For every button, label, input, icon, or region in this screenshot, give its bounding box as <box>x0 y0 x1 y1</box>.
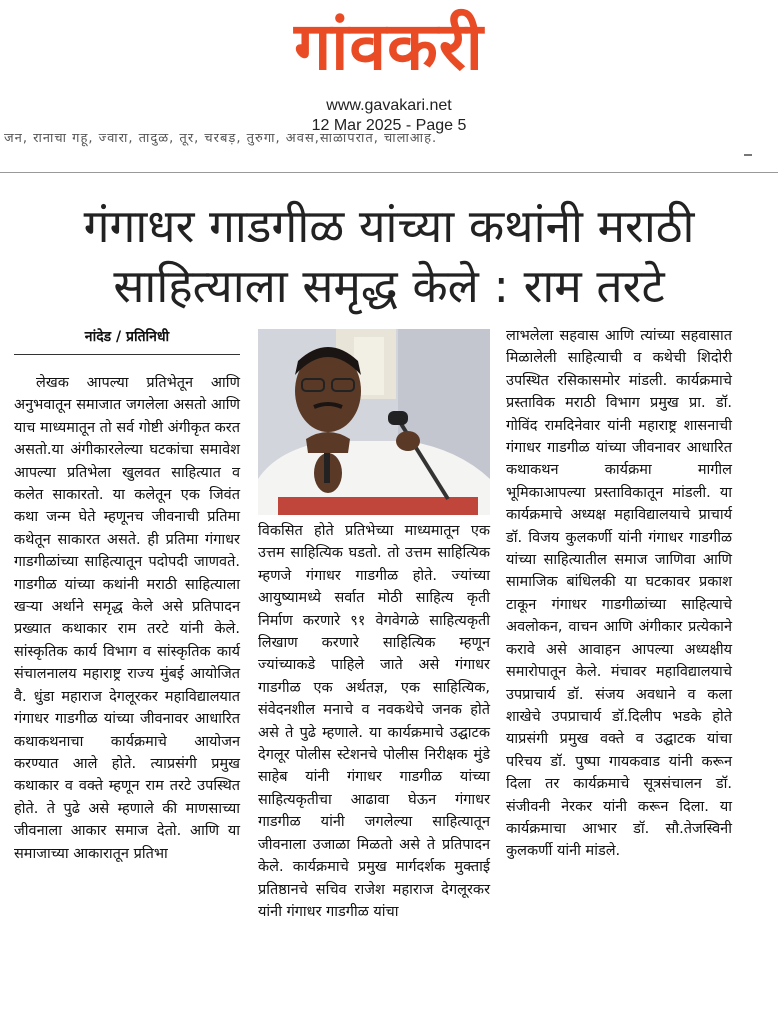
cut-off-text: जन, रानाचा गहू, ज्वारा, तादुळ, तूर, चरबड़, तुरुगा, अवस,साळापरात, चालाआह. <box>4 134 438 146</box>
speaker-photo <box>258 329 490 515</box>
article-column-1: लेखक आपल्या प्रतिभेतून आणि अनुभवातून समाजात जगलेला असतो आणि याच माध्यमातून तो सर्व गोष्टी अंगीकृत करत असतो.या अंगीकारलेल्या घटकांचा समावेश आपल्या प्रतिभेला खुलवत साहित्यात व कलेत साकारतो. या कलेतून एक जिवंत कथा जन्म घेते म्हणूनच जीवनाची प्रतिमा कथेतून साकारत असते. ही प्रतिमा गंगाधर गाडगीळांच्या साहित्यातून पदोपदी जाणवते. गाडगीळ यांच्या कथांनी मराठी साहित्याला खऱ्या अर्थाने समृद्ध केले असे प्रतिपादन प्रख्यात कथाकार राम तरटे यांनी केले. सांस्कृतिक कार्य विभाग व सांस्कृतिक कार्य संचालनालय महाराष्ट्र राज्य मुंबई आयोजित वै. धुंडा महाराज देगलूरकर महाविद्यालयात गंगाधर गाडगीळ यांच्या जीवनावर आधारित कथाकथनाचा कार्यक्रमाचे आयोजन करण्यात आले होते. त्याप्रसंगी प्रमुख कथाकार व वक्ते म्हणून राम तरटे उपस्थित होते. ते पुढे असे म्हणाले की माणसाच्या जीवनाला आकार समाज देतो. आणि या समाजाच्या आकारातून प्रतिभा <box>14 375 240 862</box>
byline: नांदेड / प्रतिनिधी <box>84 329 170 345</box>
divider-rule <box>0 172 778 173</box>
newspaper-logo: गांवकरी <box>294 8 484 85</box>
headline-line-1: गंगाधर गाडगीळ यांच्या कथांनी मराठी <box>83 199 695 253</box>
article-column-3: लाभलेला सहवास आणि त्यांच्या सहवासात मिळालेली साहित्याची व कथेची शिदोरी उपस्थित रसिकासमोर मांडली. कार्यक्रमाचे प्रस्ताविक मराठी विभाग प्रमुख प्रा. डॉ. गोविंद रामदिनेवार यांनी महाराष्ट्र शासनाची गंगाधर गाडगीळ यांच्या जीवनावर आधारित कथाकथन कार्यक्रमा मागील भूमिकाआपल्या प्रस्ताविकातून मांडली. या कार्यक्रमाचे अध्यक्ष महाविद्यालयाचे प्राचार्य डॉ. विजय कुलकर्णी यांनी गंगाधर गाडगीळ यांच्या साहित्यातील समाज जाणिवा आणि सामाजिक बांधिलकी या घटकावर प्रकाश टाकून गंगाधर गाडगीळांच्या साहित्याचे अवलोकन, वाचन आणि अंगीकार प्रत्येकाने करावे असे आवाहन आपल्या अध्यक्षीय समारोपातून केले. मंचावर महाविद्यालयाचे उपप्राचार्य डॉ. संजय अवधाने व कला शाखेचे उपप्राचार्य डॉ.दिलीप भडके होते याप्रसंगी प्रमुख वक्ते व उद्घाटक यांचा परिचय डॉ. पुष्पा गायकवाड यांनी करून दिला तर कार्यक्रमाचे सूत्रसंचालन डॉ. संजीवनी नेरकर यांनी करून दिला. या कार्यक्रमाचा आभार डॉ. सौ.तेजस्विनी कुलकर्णी यांनी मांडले. <box>506 328 732 860</box>
clipping-mark <box>744 154 752 156</box>
byline-rule <box>14 354 240 355</box>
website-url: www.gavakari.net <box>326 97 452 114</box>
issue-date-page: 12 Mar 2025 - Page 5 <box>311 117 467 134</box>
headline-line-2: साहित्याला समृद्ध केले : राम तरटे <box>113 259 665 313</box>
masthead <box>0 0 778 140</box>
cut-off-previous-article <box>0 134 778 148</box>
article-column-2: विकसित होते प्रतिभेच्या माध्यमातून एक उत्तम साहित्यिक घडतो. तो उत्तम साहित्यिक म्हणजे गंगाधर गाडगीळ होते. ज्यांच्या आयुष्यामध्ये सर्वात मोठी साहित्य कृती निर्माण करणारे ९१ वेगवेगळे साहित्यकृती लिखाण करणारे साहित्यिक म्हणून ज्यांच्याकडे पाहिले जाते असे गंगाधर गाडगीळ एक अर्थतज्ञ, एक साहित्यिक, संवेदनशील मनाचे व नवकथेचे जनक होते असे ते पुढे म्हणाले. या कार्यक्रमाचे उद्घाटक देगलूर पोलीस स्टेशनचे पोलीस निरीक्षक मुंडे साहेब यांनी गंगाधर गाडगीळ यांच्या साहित्यकृतीचा आढावा घेऊन गंगाधर गाडगीळ यांनी जगलेल्या साहित्यातून जीवनाला उजाळा मिळतो असे ते प्रतिपादन केले. कार्यक्रमाचे प्रमुख मार्गदर्शक मुक्ताई प्रतिष्ठानचे सचिव राजेश महाराज देगलूरकर यांनी गंगाधर गाडगीळ यांचा <box>258 523 490 920</box>
article-headline <box>0 196 778 316</box>
